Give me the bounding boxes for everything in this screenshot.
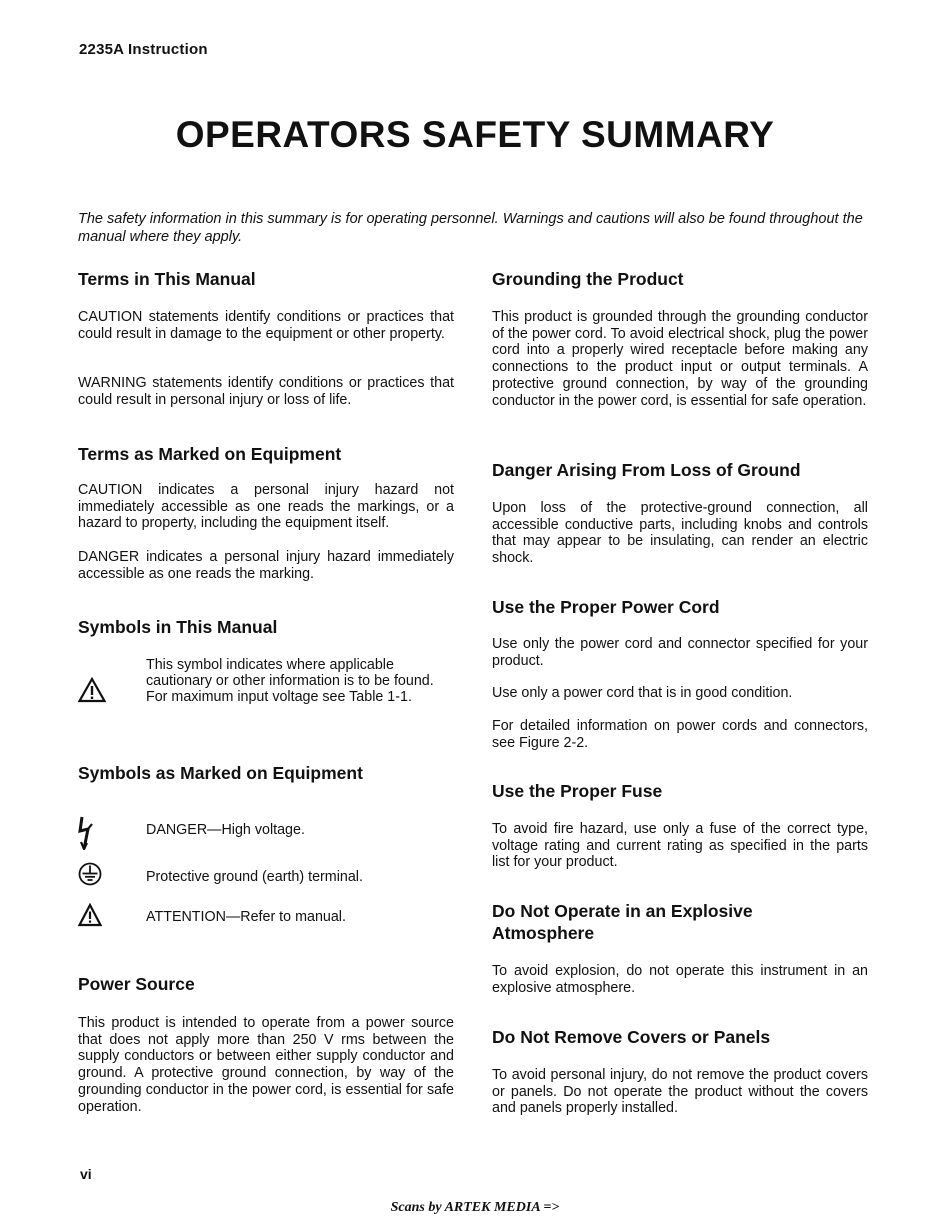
power-cord-text-2: Use only a power cord that is in good condition. bbox=[492, 685, 793, 701]
protective-ground-icon bbox=[78, 862, 112, 896]
section-heading-explosive-line-2: Atmosphere bbox=[492, 923, 595, 943]
manual-symbol-description: This symbol indicates where applicable cautionary or other information is to be found. For maximum input voltage see Table 1-1. bbox=[146, 657, 434, 705]
section-heading-loss-of-ground: Danger Arising From Loss of Ground bbox=[492, 460, 801, 480]
symbol-text-protective-ground: Protective ground (earth) terminal. bbox=[146, 869, 363, 885]
symbol-row-protective-ground bbox=[78, 864, 458, 894]
section-heading-symbols-manual: Symbols in This Manual bbox=[78, 617, 278, 637]
section-heading-covers: Do Not Remove Covers or Panels bbox=[492, 1027, 771, 1047]
intro-paragraph: The safety information in this summary is for operating personnel. Warnings and cautions will also be found throughout the manual where they apply. bbox=[78, 211, 863, 245]
section-heading-power-cord: Use the Proper Power Cord bbox=[492, 597, 720, 617]
warning-triangle-icon bbox=[78, 903, 112, 937]
right-column bbox=[492, 268, 872, 1128]
loss-of-ground-text: Upon loss of the protective-ground connection, all accessible conductive parts, including knobs and controls that may appear to be insulating, can render an electric shock. bbox=[492, 500, 868, 567]
grounding-text: This product is grounded through the grounding conductor of the power cord. To avoid electrical shock, plug the power cord into a properly wired receptacle before making any connections to the product input or output terminals. A protective ground connection, by way of the grounding conductor in the power cord, is essential for safe operation. bbox=[492, 309, 868, 409]
symbol-row-attention bbox=[78, 904, 458, 934]
power-source-text: This product is intended to operate from a power source that does not apply more than 250 V rms between the supply conductors or between either supply conductor and ground. A protective ground connection, by way of the grounding conductor in the power cord, is essential for safe operation. bbox=[78, 1015, 454, 1115]
symbol-text-attention: ATTENTION—Refer to manual. bbox=[146, 909, 346, 925]
power-cord-text-3: For detailed information on power cords and connectors, see Figure 2-2. bbox=[492, 718, 868, 751]
warning-statement-text: WARNING statements identify conditions or practices that could result in personal injury or loss of life. bbox=[78, 375, 454, 408]
page-number: vi bbox=[80, 1166, 92, 1182]
manual-symbol-row bbox=[78, 657, 458, 727]
power-cord-text-1: Use only the power cord and connector specified for your product. bbox=[492, 636, 868, 669]
covers-text: To avoid personal injury, do not remove the product covers or panels. Do not operate the product without the covers and panels properly installed. bbox=[492, 1067, 868, 1117]
section-heading-terms-equipment: Terms as Marked on Equipment bbox=[78, 444, 342, 464]
danger-marking-text: DANGER indicates a personal injury hazard immediately accessible as one reads the marking. bbox=[78, 549, 454, 582]
section-heading-terms-manual: Terms in This Manual bbox=[78, 269, 256, 289]
explosive-text: To avoid explosion, do not operate this instrument in an explosive atmosphere. bbox=[492, 963, 868, 996]
section-heading-grounding: Grounding the Product bbox=[492, 269, 684, 289]
symbol-text-high-voltage: DANGER—High voltage. bbox=[146, 822, 305, 838]
fuse-text: To avoid fire hazard, use only a fuse of the correct type, voltage rating and current rating as specified in the parts list for your product. bbox=[492, 821, 868, 871]
section-heading-explosive-line-1: Do Not Operate in an Explosive bbox=[492, 901, 753, 921]
caution-marking-text: CAUTION indicates a personal injury hazard not immediately accessible as one reads the markings, or a hazard to property, including the equipment itself. bbox=[78, 482, 454, 532]
scan-credit: Scans by ARTEK MEDIA => bbox=[390, 1200, 560, 1215]
high-voltage-icon bbox=[78, 816, 112, 850]
section-heading-fuse: Use the Proper Fuse bbox=[492, 781, 663, 801]
left-column bbox=[78, 268, 458, 1128]
warning-triangle-icon bbox=[78, 677, 112, 711]
symbol-row-high-voltage bbox=[78, 816, 458, 850]
section-heading-symbols-equipment: Symbols as Marked on Equipment bbox=[78, 763, 363, 783]
caution-statement-text: CAUTION statements identify conditions or practices that could result in damage to the equipment or other property. bbox=[78, 309, 454, 342]
page-title: OPERATORS SAFETY SUMMARY bbox=[175, 114, 775, 155]
document-header-label: 2235A Instruction bbox=[79, 41, 208, 58]
section-heading-power-source: Power Source bbox=[78, 974, 195, 994]
